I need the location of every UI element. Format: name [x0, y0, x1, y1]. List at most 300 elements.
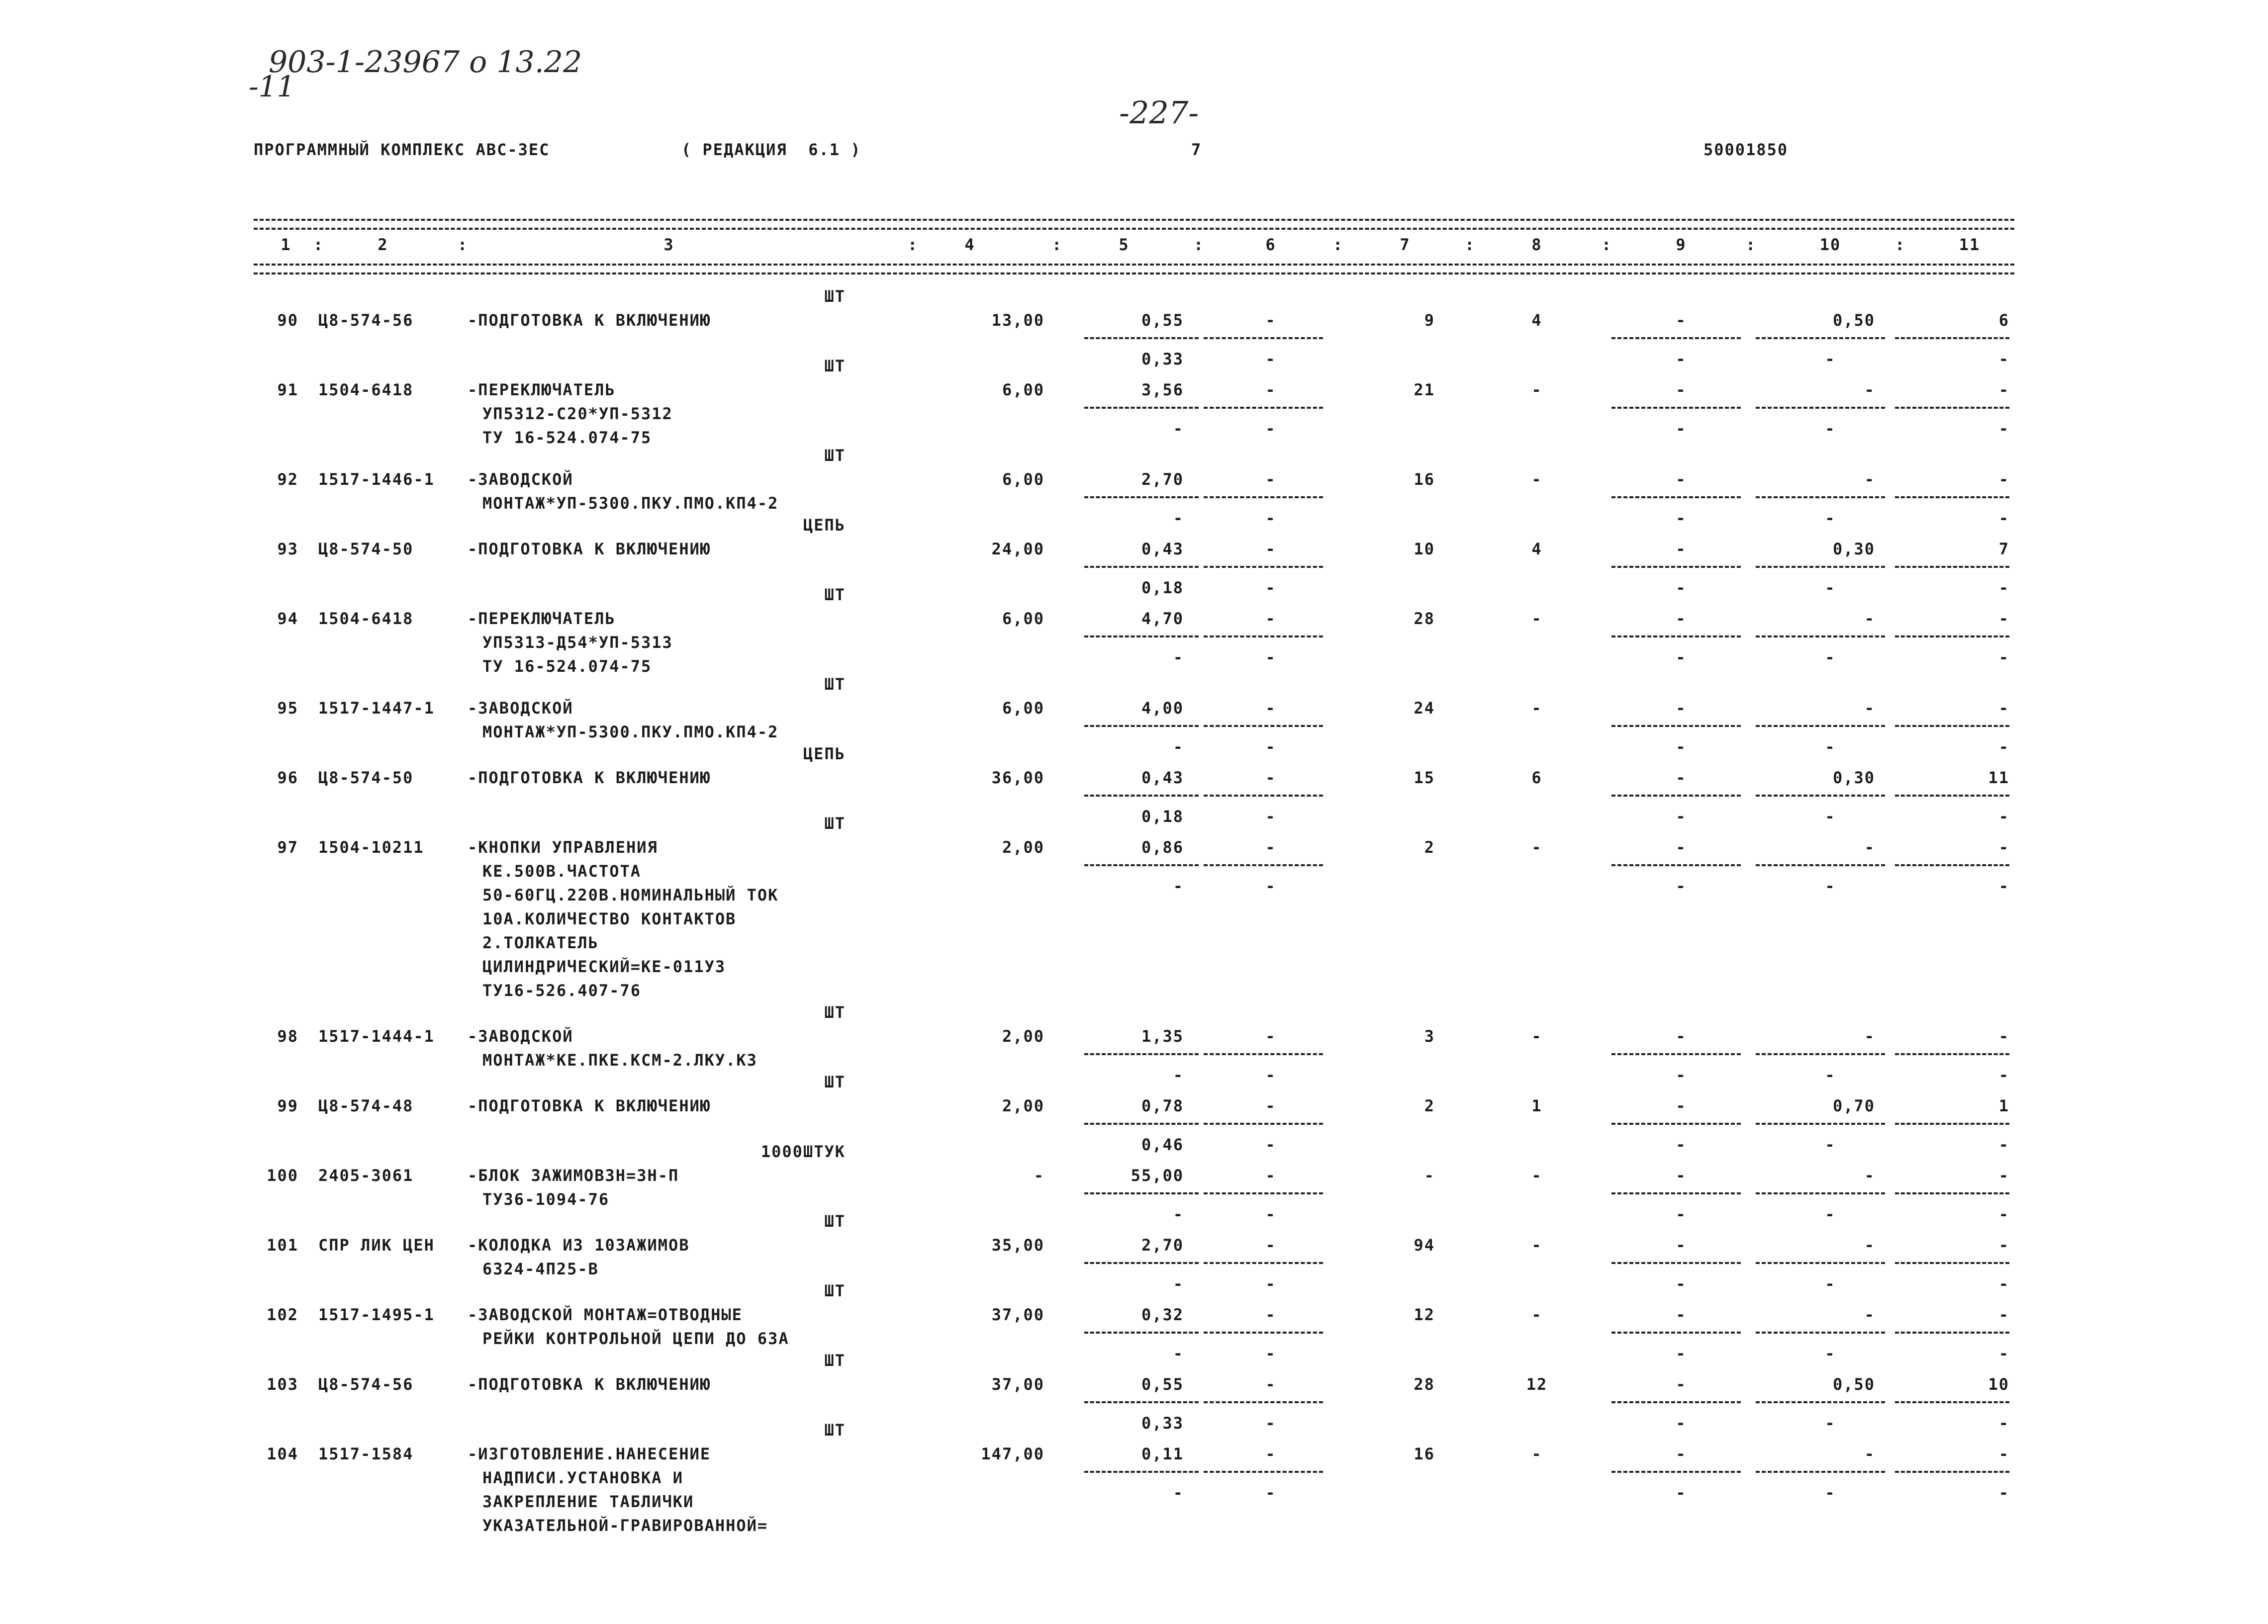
row-col7: 28: [1414, 1375, 1435, 1394]
row-col7: -: [1424, 1166, 1435, 1185]
row-subrule-11: [1895, 725, 2009, 727]
row-subrule-9: [1611, 566, 1741, 568]
row-col11-secondary: -: [1998, 807, 2009, 826]
row-col11-secondary: -: [1998, 578, 2009, 597]
row-col11-secondary: -: [1998, 1414, 2009, 1433]
row-subrule-9: [1611, 635, 1741, 637]
row-description-line: -ИЗГОТОВЛЕНИЕ.НАНЕСЕНИЕ: [468, 1444, 711, 1463]
row-col6-secondary: -: [1265, 737, 1276, 756]
row-col9-secondary: -: [1676, 1205, 1687, 1224]
row-description-line: -КОЛОДКА ИЗ 103АЖИМОВ: [468, 1236, 690, 1255]
row-col10-secondary: -: [1825, 737, 1836, 756]
row-subrule-11: [1895, 1471, 2009, 1473]
row-quantity: 6,00: [1002, 470, 1044, 489]
row-labor-cost-secondary: -: [1173, 419, 1184, 438]
row-unit: ШТ: [824, 1351, 846, 1370]
row-subrule-6: [1204, 337, 1323, 339]
row-col9: -: [1676, 609, 1687, 628]
row-col11: -: [1998, 838, 2009, 857]
row-unit: ШТ: [824, 1281, 846, 1300]
row-col10-secondary: -: [1825, 1274, 1836, 1293]
row-labor-cost: 0,32: [1141, 1305, 1184, 1324]
row-code: Ц8-574-50: [318, 768, 414, 787]
row-subrule-9: [1611, 725, 1741, 727]
row-labor-cost-secondary: -: [1173, 509, 1184, 528]
row-description-line: -ПОДГОТОВКА К ВКЛЮЧЕНИЮ: [468, 768, 711, 787]
row-description-line: УКАЗАТЕЛЬНОЙ-ГРАВИРОВАННОЙ=: [482, 1516, 768, 1535]
row-col8: -: [1531, 609, 1542, 628]
row-number: 102: [267, 1305, 298, 1324]
row-col11: 1: [1998, 1096, 2009, 1115]
row-description-line: -БЛОК ЗАЖИМОВ3Н=3Н-П: [468, 1166, 679, 1185]
row-subrule-9: [1611, 1053, 1741, 1055]
row-col6-secondary: -: [1265, 1066, 1276, 1084]
column-separator: :: [1052, 235, 1063, 254]
row-subrule-10: [1756, 725, 1885, 727]
row-col8: -: [1531, 699, 1542, 718]
row-code: 1517-1444-1: [318, 1027, 435, 1046]
row-labor-cost: 0,43: [1141, 768, 1184, 787]
row-col11-secondary: -: [1998, 877, 2009, 896]
row-labor-cost: 4,00: [1141, 699, 1184, 718]
column-header-6: 6: [1265, 235, 1276, 254]
row-col10-secondary: -: [1825, 648, 1836, 667]
row-quantity: 147,00: [981, 1444, 1044, 1463]
row-labor-cost-secondary: -: [1173, 1344, 1184, 1363]
column-header-10: 10: [1819, 235, 1841, 254]
row-col11-secondary: -: [1998, 1274, 2009, 1293]
row-subrule-9: [1611, 1192, 1741, 1194]
row-col8: 1: [1531, 1096, 1542, 1115]
row-col9-secondary: -: [1676, 1483, 1687, 1502]
row-description-line: -ПОДГОТОВКА К ВКЛЮЧЕНИЮ: [468, 311, 711, 330]
row-subrule-10: [1756, 864, 1885, 866]
row-labor-cost-secondary: -: [1173, 648, 1184, 667]
row-quantity: 35,00: [991, 1236, 1044, 1255]
row-number: 90: [277, 311, 298, 330]
row-description-line: 50-60ГЦ.220В.НОМИНАЛЬНЫЙ ТОК: [482, 886, 779, 904]
row-col11-secondary: -: [1998, 648, 2009, 667]
row-description-line: -ПОДГОТОВКА К ВКЛЮЧЕНИЮ: [468, 1096, 711, 1115]
row-code: 1517-1446-1: [318, 470, 435, 489]
row-code: Ц8-574-56: [318, 1375, 414, 1394]
row-description-line: НАДПИСИ.УСТАНОВКА И: [482, 1468, 684, 1487]
column-header-4: 4: [964, 235, 975, 254]
row-col9: -: [1676, 1236, 1687, 1255]
handwritten-page-number: -227-: [1119, 94, 1199, 131]
row-number: 99: [277, 1096, 298, 1115]
row-subrule-11: [1895, 496, 2009, 498]
row-description-line: -ПОДГОТОВКА К ВКЛЮЧЕНИЮ: [468, 540, 711, 558]
row-unit: ШТ: [824, 814, 846, 833]
table-top-rule-2: [254, 228, 2014, 230]
row-col10-secondary: -: [1825, 419, 1836, 438]
row-col7: 2: [1424, 838, 1435, 857]
row-subrule-10: [1756, 1123, 1885, 1125]
row-labor-cost: 0,55: [1141, 311, 1184, 330]
row-col6: -: [1265, 1096, 1276, 1115]
row-subrule-10: [1756, 1192, 1885, 1194]
row-subrule-10: [1756, 337, 1885, 339]
row-labor-cost: 1,35: [1141, 1027, 1184, 1046]
row-description-line: МОНТАЖ*КЕ.ПКЕ.КСМ-2.ЛКУ.КЗ: [482, 1051, 757, 1070]
row-description-line: -ПОДГОТОВКА К ВКЛЮЧЕНИЮ: [468, 1375, 711, 1394]
program-title: ПРОГРАММНЫЙ КОМПЛЕКС АВС-3ЕС: [254, 140, 550, 159]
row-col7: 24: [1414, 699, 1435, 718]
row-col10: -: [1864, 609, 1875, 628]
row-labor-cost: 2,70: [1141, 470, 1184, 489]
row-col11: -: [1998, 1236, 2009, 1255]
row-col6: -: [1265, 1444, 1276, 1463]
row-col6: -: [1265, 1166, 1276, 1185]
row-col9: -: [1676, 540, 1687, 558]
row-col11: -: [1998, 380, 2009, 399]
row-col6-secondary: -: [1265, 350, 1276, 368]
row-unit: 1000ШТУК: [760, 1142, 846, 1161]
row-col7: 94: [1414, 1236, 1435, 1255]
row-col11: 6: [1998, 311, 2009, 330]
row-col8: -: [1531, 1166, 1542, 1185]
row-subrule-9: [1611, 407, 1741, 409]
row-col9-secondary: -: [1676, 807, 1687, 826]
row-col6: -: [1265, 380, 1276, 399]
row-labor-cost: 55,00: [1131, 1166, 1184, 1185]
row-subrule-9: [1611, 795, 1741, 797]
row-number: 97: [277, 838, 298, 857]
row-labor-cost: 0,86: [1141, 838, 1184, 857]
row-subrule-9: [1611, 496, 1741, 498]
row-subrule-11: [1895, 864, 2009, 866]
row-col6-secondary: -: [1265, 1274, 1276, 1293]
row-col11: 7: [1998, 540, 2009, 558]
row-subrule-10: [1756, 496, 1885, 498]
row-subrule-11: [1895, 1401, 2009, 1403]
row-col11: -: [1998, 609, 2009, 628]
row-subrule-5: [1084, 725, 1199, 727]
row-labor-cost-secondary: -: [1173, 1483, 1184, 1502]
row-quantity: 2,00: [1002, 838, 1044, 857]
row-subrule-10: [1756, 1471, 1885, 1473]
row-description-line: МОНТАЖ*УП-5300.ПКУ.ПМО.КП4-2: [482, 722, 779, 741]
row-col9-secondary: -: [1676, 1135, 1687, 1154]
row-description-line: УП5313-Д54*УП-5313: [482, 633, 673, 652]
row-description-line: РЕЙКИ КОНТРОЛЬНОЙ ЦЕПИ ДО 63А: [482, 1329, 789, 1348]
row-subrule-9: [1611, 1471, 1741, 1473]
row-col10: -: [1864, 470, 1875, 489]
row-col11-secondary: -: [1998, 737, 2009, 756]
column-header-9: 9: [1676, 235, 1687, 254]
column-header-5: 5: [1119, 235, 1130, 254]
row-code: 1504-6418: [318, 609, 414, 628]
row-labor-cost: 2,70: [1141, 1236, 1184, 1255]
row-unit: ШТ: [824, 675, 846, 694]
row-code: 2405-3061: [318, 1166, 414, 1185]
row-col9: -: [1676, 311, 1687, 330]
row-code: Ц8-574-50: [318, 540, 414, 558]
row-unit: ШТ: [824, 287, 846, 306]
row-labor-cost-secondary: -: [1173, 737, 1184, 756]
row-col10: 0,30: [1832, 540, 1875, 558]
row-col6: -: [1265, 1027, 1276, 1046]
row-quantity: 6,00: [1002, 699, 1044, 718]
row-labor-cost-secondary: -: [1173, 877, 1184, 896]
row-col10-secondary: -: [1825, 877, 1836, 896]
row-col9: -: [1676, 1027, 1687, 1046]
row-code: 1517-1447-1: [318, 699, 435, 718]
row-unit: ЦЕПЬ: [803, 744, 846, 763]
row-col10: -: [1864, 1444, 1875, 1463]
row-col9-secondary: -: [1676, 737, 1687, 756]
row-unit: ШТ: [824, 585, 846, 604]
row-col9: -: [1676, 1166, 1687, 1185]
row-labor-cost: 0,55: [1141, 1375, 1184, 1394]
row-subrule-5: [1084, 1053, 1199, 1055]
row-col10: -: [1864, 380, 1875, 399]
row-subrule-6: [1204, 1192, 1323, 1194]
column-separator: :: [1333, 235, 1344, 254]
row-col10: -: [1864, 1027, 1875, 1046]
row-col10-secondary: -: [1825, 578, 1836, 597]
row-col8: -: [1531, 470, 1542, 489]
row-subrule-6: [1204, 1401, 1323, 1403]
row-col10: -: [1864, 838, 1875, 857]
row-subrule-10: [1756, 1053, 1885, 1055]
row-col8: -: [1531, 1444, 1542, 1463]
row-col11-secondary: -: [1998, 350, 2009, 368]
row-number: 101: [267, 1236, 298, 1255]
row-col10: 0,70: [1832, 1096, 1875, 1115]
row-subrule-6: [1204, 795, 1323, 797]
row-subrule-11: [1895, 1123, 2009, 1125]
row-subrule-6: [1204, 496, 1323, 498]
row-col10-secondary: -: [1825, 1135, 1836, 1154]
row-quantity: 24,00: [991, 540, 1044, 558]
row-number: 91: [277, 380, 298, 399]
row-subrule-6: [1204, 635, 1323, 637]
row-number: 98: [277, 1027, 298, 1046]
row-subrule-11: [1895, 1053, 2009, 1055]
row-description-line: ТУ36-1094-76: [482, 1190, 610, 1209]
row-description-line: -ЗАВОДСКОЙ МОНТАЖ=ОТВОДНЫЕ: [468, 1305, 743, 1324]
row-subrule-5: [1084, 1123, 1199, 1125]
row-code: Ц8-574-48: [318, 1096, 414, 1115]
row-col8: 4: [1531, 540, 1542, 558]
row-subrule-10: [1756, 566, 1885, 568]
edition-label: ( РЕДАКЦИЯ 6.1 ): [681, 140, 861, 159]
row-col6: -: [1265, 1375, 1276, 1394]
row-code: 1517-1495-1: [318, 1305, 435, 1324]
row-col8: -: [1531, 1236, 1542, 1255]
row-col11: -: [1998, 1166, 2009, 1185]
row-description-line: -ЗАВОДСКОЙ: [468, 470, 573, 489]
row-number: 104: [267, 1444, 298, 1463]
row-col6: -: [1265, 1305, 1276, 1324]
row-col11-secondary: -: [1998, 1205, 2009, 1224]
row-subrule-5: [1084, 1332, 1199, 1334]
row-col6: -: [1265, 311, 1276, 330]
column-header-1: 1: [281, 235, 291, 254]
row-description-line: ЦИЛИНДРИЧЕСКИЙ=КЕ-011У3: [482, 957, 726, 976]
row-subrule-6: [1204, 1123, 1323, 1125]
column-header-7: 7: [1400, 235, 1411, 254]
row-col6-secondary: -: [1265, 1414, 1276, 1433]
column-separator: :: [1602, 235, 1612, 254]
table-top-rule: [254, 219, 2014, 221]
row-labor-cost: 4,70: [1141, 609, 1184, 628]
row-col9-secondary: -: [1676, 877, 1687, 896]
row-col6-secondary: -: [1265, 1205, 1276, 1224]
document-number: 50001850: [1703, 140, 1789, 159]
row-col9: -: [1676, 838, 1687, 857]
row-subrule-5: [1084, 1471, 1199, 1473]
handwritten-sheet-mark: -11: [249, 70, 295, 103]
row-col7: 3: [1424, 1027, 1435, 1046]
column-header-8: 8: [1531, 235, 1542, 254]
row-unit: ШТ: [824, 1212, 846, 1231]
row-subrule-10: [1756, 1332, 1885, 1334]
row-col11-secondary: -: [1998, 509, 2009, 528]
row-labor-cost-secondary: 0,18: [1141, 807, 1184, 826]
row-subrule-5: [1084, 566, 1199, 568]
row-unit: ЦЕПЬ: [803, 516, 846, 535]
row-subrule-6: [1204, 1262, 1323, 1264]
row-col9-secondary: -: [1676, 578, 1687, 597]
row-col9-secondary: -: [1676, 1414, 1687, 1433]
row-subrule-6: [1204, 407, 1323, 409]
row-description-line: -ПЕРЕКЛЮЧАТЕЛЬ: [468, 609, 616, 628]
table-header-bottom-rule-2: [254, 272, 2014, 274]
row-code: Ц8-574-56: [318, 311, 414, 330]
row-col7: 21: [1414, 380, 1435, 399]
row-subrule-10: [1756, 795, 1885, 797]
row-unit: ШТ: [824, 1003, 846, 1022]
column-separator: :: [1194, 235, 1205, 254]
row-labor-cost-secondary: 0,46: [1141, 1135, 1184, 1154]
row-subrule-5: [1084, 1401, 1199, 1403]
row-col6: -: [1265, 540, 1276, 558]
row-description-line: КЕ.500В.ЧАСТОТА: [482, 862, 641, 881]
row-unit: ШТ: [824, 357, 846, 375]
handwritten-doc-code: 903-1-23967 о 13.22: [269, 45, 582, 80]
row-col11-secondary: -: [1998, 1483, 2009, 1502]
row-col11-secondary: -: [1998, 1135, 2009, 1154]
row-labor-cost: 3,56: [1141, 380, 1184, 399]
row-col10-secondary: -: [1825, 509, 1836, 528]
row-col7: 28: [1414, 609, 1435, 628]
row-col9: -: [1676, 699, 1687, 718]
row-subrule-10: [1756, 635, 1885, 637]
row-description-line: ТУ 16-524.074-75: [482, 428, 652, 447]
row-col6-secondary: -: [1265, 419, 1276, 438]
row-col10: -: [1864, 1305, 1875, 1324]
row-col10: -: [1864, 699, 1875, 718]
row-col7: 12: [1414, 1305, 1435, 1324]
row-subrule-11: [1895, 1332, 2009, 1334]
row-col7: 16: [1414, 1444, 1435, 1463]
row-col9: -: [1676, 1096, 1687, 1115]
row-col10: -: [1864, 1166, 1875, 1185]
row-labor-cost-secondary: -: [1173, 1205, 1184, 1224]
row-col7: 16: [1414, 470, 1435, 489]
row-col6: -: [1265, 609, 1276, 628]
row-subrule-6: [1204, 725, 1323, 727]
row-quantity: 2,00: [1002, 1096, 1044, 1115]
row-labor-cost-secondary: -: [1173, 1274, 1184, 1293]
row-quantity: -: [1034, 1166, 1044, 1185]
row-col7: 2: [1424, 1096, 1435, 1115]
row-quantity: 37,00: [991, 1375, 1044, 1394]
row-subrule-9: [1611, 1332, 1741, 1334]
row-col8: 4: [1531, 311, 1542, 330]
row-code: 1504-10211: [318, 838, 424, 857]
row-col8: 12: [1526, 1375, 1548, 1394]
row-quantity: 13,00: [991, 311, 1044, 330]
column-separator: :: [908, 235, 919, 254]
row-col8: -: [1531, 838, 1542, 857]
row-subrule-9: [1611, 1123, 1741, 1125]
row-subrule-6: [1204, 566, 1323, 568]
row-col6: -: [1265, 1236, 1276, 1255]
row-subrule-11: [1895, 566, 2009, 568]
row-col10-secondary: -: [1825, 1483, 1836, 1502]
row-description-line: ТУ 16-524.074-75: [482, 657, 652, 676]
row-number: 92: [277, 470, 298, 489]
row-col7: 10: [1414, 540, 1435, 558]
row-number: 94: [277, 609, 298, 628]
row-col9-secondary: -: [1676, 648, 1687, 667]
row-subrule-11: [1895, 407, 2009, 409]
column-separator: :: [313, 235, 324, 254]
table-header-bottom-rule: [254, 264, 2014, 266]
row-col11: -: [1998, 1305, 2009, 1324]
row-col9-secondary: -: [1676, 1344, 1687, 1363]
row-number: 93: [277, 540, 298, 558]
row-col10: 0,30: [1832, 768, 1875, 787]
row-col11-secondary: -: [1998, 1344, 2009, 1363]
row-unit: ШТ: [824, 1421, 846, 1440]
column-header-3: 3: [663, 235, 674, 254]
row-col7: 9: [1424, 311, 1435, 330]
row-labor-cost-secondary: -: [1173, 1066, 1184, 1084]
row-col11: 10: [1988, 1375, 2009, 1394]
column-separator: :: [458, 235, 469, 254]
row-col10: 0,50: [1832, 311, 1875, 330]
row-code: 1504-6418: [318, 380, 414, 399]
row-col11: -: [1998, 1027, 2009, 1046]
row-number: 103: [267, 1375, 298, 1394]
row-description-line: МОНТАЖ*УП-5300.ПКУ.ПМО.КП4-2: [482, 494, 779, 513]
row-col6: -: [1265, 470, 1276, 489]
row-unit: ШТ: [824, 446, 846, 465]
row-subrule-11: [1895, 1192, 2009, 1194]
column-separator: :: [1746, 235, 1757, 254]
row-subrule-5: [1084, 496, 1199, 498]
row-col6-secondary: -: [1265, 648, 1276, 667]
column-separator: :: [1465, 235, 1476, 254]
row-subrule-10: [1756, 1262, 1885, 1264]
row-col9-secondary: -: [1676, 1274, 1687, 1293]
row-quantity: 37,00: [991, 1305, 1044, 1324]
row-subrule-11: [1895, 1262, 2009, 1264]
row-subrule-9: [1611, 864, 1741, 866]
row-col10-secondary: -: [1825, 1344, 1836, 1363]
row-number: 100: [267, 1166, 298, 1185]
sheet-number: 7: [1191, 140, 1202, 159]
row-col9: -: [1676, 1375, 1687, 1394]
row-col9: -: [1676, 380, 1687, 399]
row-col8: -: [1531, 380, 1542, 399]
row-subrule-5: [1084, 1262, 1199, 1264]
